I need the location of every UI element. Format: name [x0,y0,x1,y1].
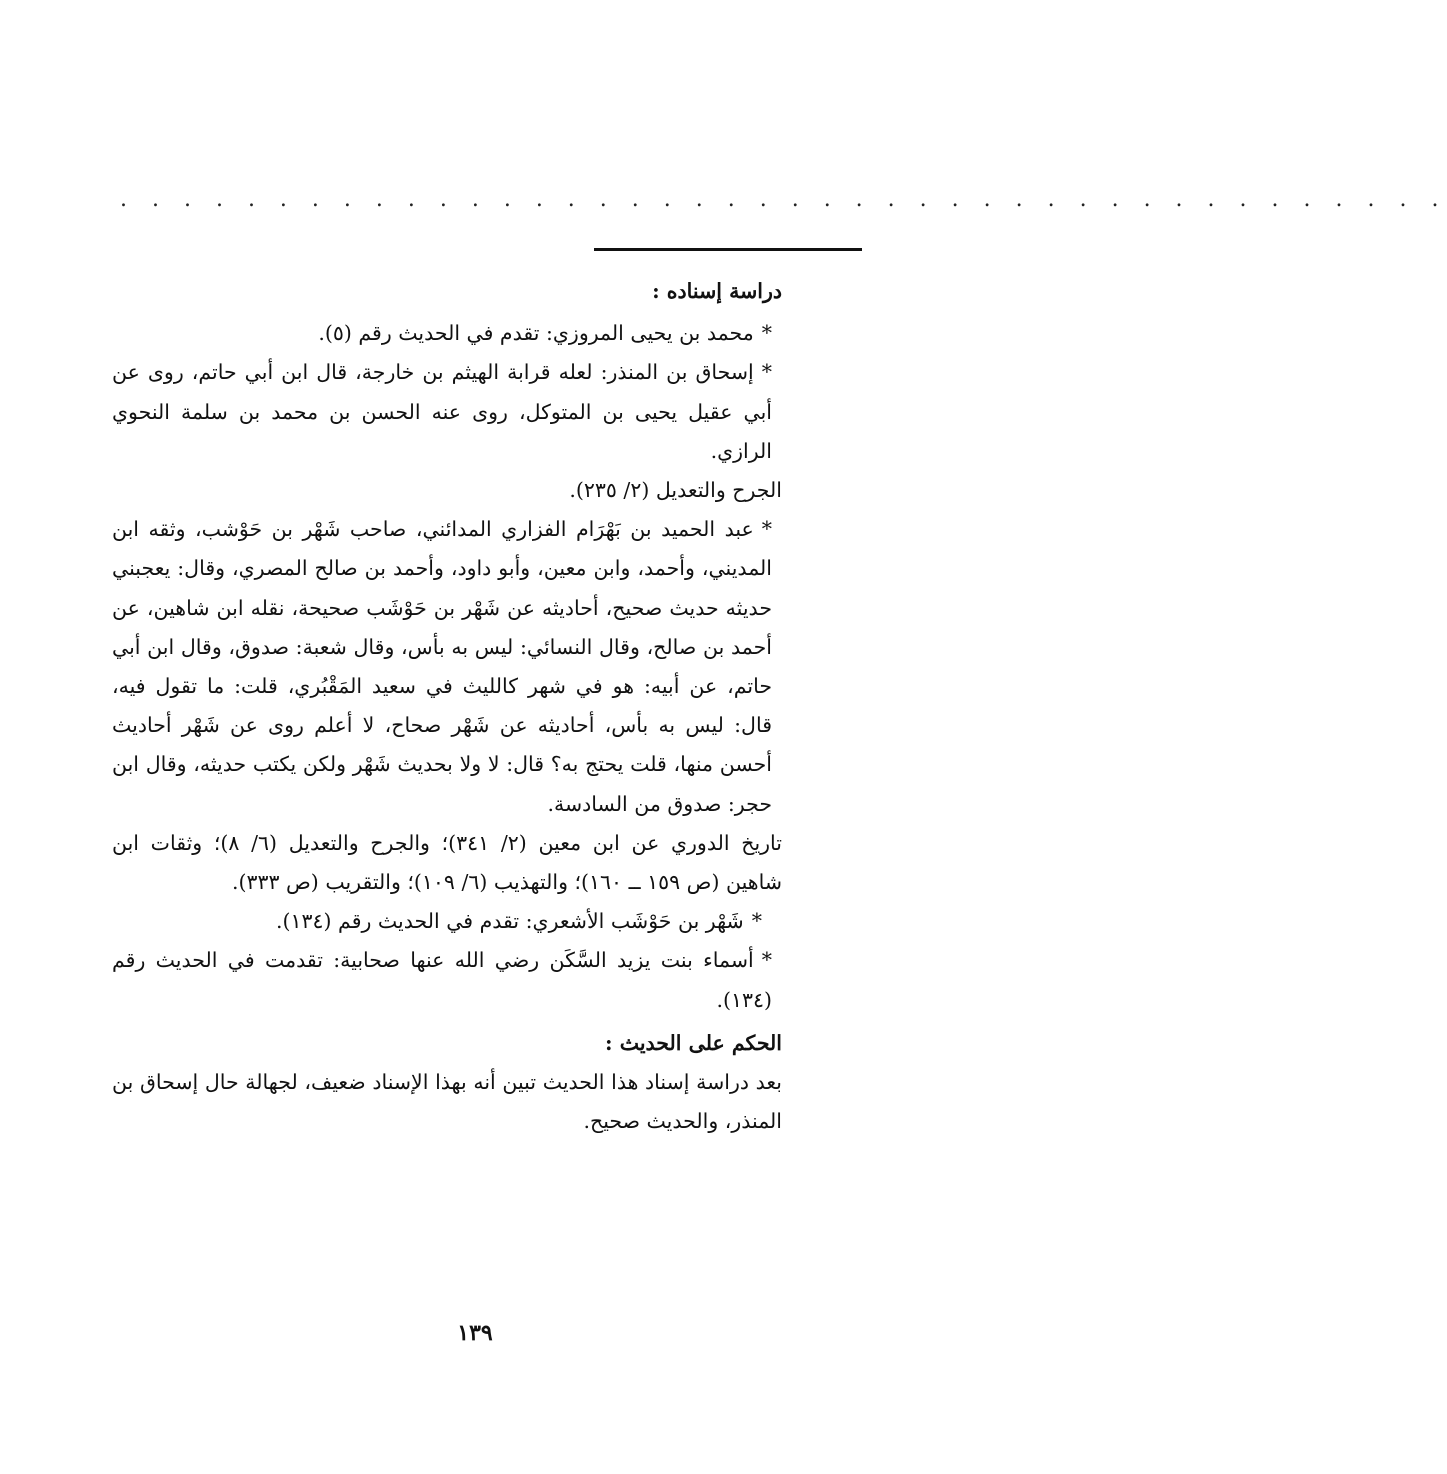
section-heading-isnad: دراسة إسناده : [652,279,782,303]
reference-line: تاريخ الدوري عن ابن معين (٢/ ٣٤١)؛ والجرح والتعديل (٦/ ٨)؛ وثقات ابن شاهين (ص ١٥٩ ــ ١٦٠)؛ والتهذيب (٦/ ١٠٩)؛ والتقريب (ص ٣٣٣). [112,830,782,895]
narrator-entry [112,353,782,471]
narrator-text: عبد الحميد بن بَهْرَام الفزاري المدائني، صاحب شَهْر بن حَوْشب، وثقه ابن المديني، وأحمد، وابن معين، وأبو داود، وأحمد بن صالح المصري، وقال: يعجبني حديثه حديث صحيح، أحاديثه عن شَهْر بن حَوْشَب صحيحة، نقله ابن شاهين، عن أحمد بن صالح، وقال النسائي: ليس به بأس، وقال شعبة: صدوق، وقال ابن أبي حاتم، عن أبيه: هو في شهر كالليث في سعيد المَقْبُري، قلت: ما تقول فيه، قال: ليس به بأس، أحاديثه عن شَهْر صحاح، لا أعلم روى عن شَهْر أحاديث أحسن منها، قلت يحتج به؟ قال: لا ولا بحديث شَهْر ولكن يكتب حديثه، وقال ابن حجر: صدوق من السادسة. [112,517,773,816]
page-number: ١٣٩ [457,1320,493,1346]
narrator-entry [112,510,782,824]
ruling-text: بعد دراسة إسناد هذا الحديث تبين أنه بهذا الإسناد ضعيف، لجهالة حال إسحاق بن المنذر، والحديث صحيح. [112,1070,782,1134]
narrator-entry [112,314,782,353]
narrator-entry [112,941,782,1019]
narrator-text: إسحاق بن المنذر: لعله قرابة الهيثم بن خارجة، قال ابن أبي حاتم، روى عن أبي عقيل يحيى بن المتوكل، روى عنه الحسن بن محمد بن سلمة النحوي الرازي. [112,360,772,463]
bullet-marker: * [751,909,762,934]
bullet-marker: * [761,517,772,542]
dotted-separator: . . . . . . . . . . . . . . . . . . . . . . . . . . . . . . . . . . . . . . . . . . [120,187,1447,212]
narrator-text: أسماء بنت يزيد السَّكَن رضي الله عنها صحابية: تقدمت في الحديث رقم (١٣٤). [112,948,772,1012]
narrator-text: محمد بن يحيى المروزي: تقدم في الحديث رقم (٥). [318,321,754,346]
page-body [112,272,782,1141]
horizontal-rule [594,248,862,251]
reference-line: الجرح والتعديل (٢/ ٢٣٥). [569,478,782,503]
bullet-marker: * [761,321,772,346]
bullet-marker: * [761,948,772,973]
section-heading-ruling: الحكم على الحديث : [605,1030,782,1055]
narrator-entry [112,902,782,941]
bullet-marker: * [761,360,772,385]
narrator-text: شَهْر بن حَوْشَب الأشعري: تقدم في الحديث رقم (١٣٤). [275,909,744,934]
